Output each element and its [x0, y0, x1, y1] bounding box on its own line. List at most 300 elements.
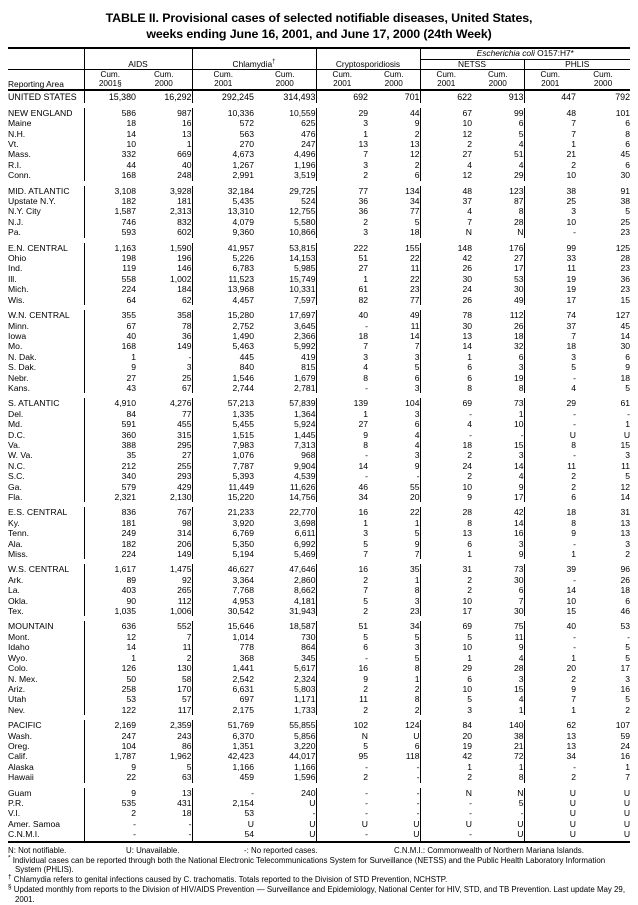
row-reporting-area: W.S. CENTRAL — [8, 564, 70, 575]
row-reporting-area: Pa. — [8, 227, 21, 238]
header-chlamydia-cum-2000 — [254, 70, 316, 90]
table-row — [8, 196, 630, 206]
cum-label: Cum. — [153, 70, 174, 80]
cell-chlamydia-cum-2000: 31,943 — [289, 606, 316, 617]
table-row — [8, 321, 630, 331]
cell-phlis-cum-2000: 24 — [620, 740, 631, 751]
cell-phlis-cum-2000: 15 — [620, 439, 631, 450]
cell-aids-cum-2000: 36 — [181, 330, 192, 341]
year-label: 2001 — [214, 79, 233, 89]
cell-chlamydia-cum-2000: 5,924 — [293, 419, 316, 430]
cell-netss-cum-2001: 1 — [420, 762, 472, 772]
cell-netss-cum-2000: 6 — [518, 585, 524, 596]
cell-crypto-cum-2000: 3 — [414, 642, 420, 653]
cell-netss-cum-2000: - — [520, 429, 524, 440]
cell-phlis-cum-2001: 19 — [524, 284, 576, 294]
cell-crypto-cum-2000: 2 — [414, 704, 420, 715]
cell-crypto-cum-2001: 51 — [316, 621, 368, 631]
cell-crypto-cum-2001: 7 — [316, 585, 368, 595]
cell-chlamydia-cum-2000: 247 — [301, 139, 316, 149]
cell-netss-cum-2000: 18 — [513, 330, 524, 341]
cell-phlis-cum-2000: 6 — [625, 595, 631, 606]
table-row — [8, 585, 630, 595]
cell-phlis-cum-2001: 7 — [524, 694, 576, 704]
cell-crypto-cum-2001: 5 — [316, 539, 368, 549]
cell-crypto-cum-2001: 6 — [316, 642, 368, 652]
cell-netss-cum-2000: 14 — [513, 517, 524, 528]
cell-chlamydia-cum-2001: 4,953 — [192, 596, 254, 606]
cell-phlis-cum-2000: 45 — [620, 149, 631, 160]
cell-chlamydia-cum-2001: 1,267 — [192, 160, 254, 170]
cell-phlis-cum-2001: 10 — [524, 217, 576, 227]
cell-netss-cum-2000: - — [520, 808, 524, 819]
cell-aids-cum-2001: 1,163 — [84, 243, 136, 253]
cell-phlis-cum-2001: 1 — [524, 139, 576, 149]
cell-crypto-cum-2000: 13 — [409, 139, 420, 149]
cell-chlamydia-cum-2000: 2,324 — [293, 673, 316, 684]
cell-aids-cum-2000: 248 — [177, 170, 192, 181]
cell-crypto-cum-2001: 16 — [316, 564, 368, 574]
cell-phlis-cum-2001: - — [524, 642, 576, 652]
cell-chlamydia-cum-2001: 7,787 — [192, 461, 254, 471]
cell-netss-cum-2001: 3 — [420, 705, 472, 715]
cell-chlamydia-cum-2000: 864 — [301, 642, 316, 653]
table-row — [8, 694, 630, 704]
cell-phlis-cum-2000: 31 — [620, 507, 631, 518]
cell-netss-cum-2000: 1 — [518, 408, 524, 419]
cell-netss-cum-2000: 29 — [513, 170, 524, 181]
cell-netss-cum-2001: 30 — [420, 274, 472, 284]
cell-aids-cum-2001: 586 — [84, 108, 136, 118]
cell-chlamydia-cum-2000: - — [312, 808, 316, 819]
cell-chlamydia-cum-2001: 53 — [192, 808, 254, 818]
cell-phlis-cum-2001: 10 — [524, 170, 576, 180]
cell-crypto-cum-2000: 5 — [414, 362, 420, 373]
footnote-symbol: § — [8, 883, 12, 891]
cell-netss-cum-2000: 15 — [513, 439, 524, 450]
cell-chlamydia-cum-2000: 1,364 — [293, 408, 316, 419]
legend-row — [8, 846, 630, 856]
row-reporting-area: N. Dak. — [8, 351, 37, 362]
cell-netss-cum-2000: 38 — [513, 730, 524, 741]
header-aids-cum-2001 — [84, 70, 136, 90]
table-row — [8, 440, 630, 450]
cell-aids-cum-2001: 1,035 — [84, 606, 136, 616]
cell-aids-cum-2000: 16,292 — [136, 90, 192, 103]
footnote-asterisk — [8, 853, 630, 876]
cell-netss-cum-2001: N — [420, 227, 472, 237]
row-reporting-area: Colo. — [8, 663, 29, 674]
cell-netss-cum-2001: 18 — [420, 440, 472, 450]
cell-chlamydia-cum-2000: 1,733 — [293, 704, 316, 715]
cell-aids-cum-2000: 987 — [177, 107, 192, 118]
cell-aids-cum-2001: 558 — [84, 274, 136, 284]
cell-netss-cum-2001: 1 — [420, 352, 472, 362]
cell-crypto-cum-2000: 11 — [410, 263, 420, 274]
cell-crypto-cum-2001: 11 — [316, 694, 368, 704]
cell-aids-cum-2001: 181 — [84, 518, 136, 528]
cell-crypto-cum-2001: 95 — [316, 751, 368, 761]
cell-aids-cum-2001: 1 — [84, 653, 136, 663]
cell-chlamydia-cum-2001: 10,336 — [192, 108, 254, 118]
cell-aids-cum-2000: 18 — [181, 808, 192, 819]
cell-chlamydia-cum-2000: 5,580 — [293, 216, 316, 227]
cell-chlamydia-cum-2001: 1,515 — [192, 430, 254, 440]
cell-phlis-cum-2001: U — [524, 808, 576, 818]
cell-netss-cum-2000: 15 — [513, 683, 524, 694]
cell-netss-cum-2001: - — [420, 409, 472, 419]
cell-crypto-cum-2001: - — [316, 798, 368, 808]
cell-netss-cum-2001: 30 — [420, 321, 472, 331]
cell-netss-cum-2000: 123 — [509, 185, 524, 196]
cell-aids-cum-2000: 57 — [181, 694, 192, 705]
header-netss-label: NETSS — [458, 58, 486, 69]
cell-aids-cum-2001: 64 — [84, 295, 136, 305]
table-row — [8, 217, 630, 227]
header-phlis-cum-2000 — [576, 70, 630, 90]
cell-netss-cum-2000: 99 — [513, 107, 524, 118]
cell-phlis-cum-2001: 1 — [524, 653, 576, 663]
cell-aids-cum-2000: 295 — [177, 439, 192, 450]
cell-aids-cum-2000: 149 — [177, 549, 192, 560]
cell-crypto-cum-2000: - — [416, 772, 420, 783]
cell-chlamydia-cum-2001: 5,463 — [192, 341, 254, 351]
cell-aids-cum-2001: 198 — [84, 253, 136, 263]
cell-chlamydia-cum-2001: 270 — [192, 139, 254, 149]
cell-aids-cum-2001: 2,321 — [84, 492, 136, 502]
cell-crypto-cum-2000: U — [368, 829, 420, 841]
cell-netss-cum-2001: 29 — [420, 663, 472, 673]
cell-crypto-cum-2001: - — [316, 321, 368, 331]
cell-netss-cum-2001: 17 — [420, 606, 472, 616]
cell-chlamydia-cum-2001: 5,350 — [192, 539, 254, 549]
row-reporting-area: Mass. — [8, 149, 31, 160]
cell-aids-cum-2000: 92 — [181, 574, 192, 585]
table-row — [8, 263, 630, 273]
cell-phlis-cum-2000: - — [627, 631, 631, 642]
cell-crypto-cum-2001: 14 — [316, 461, 368, 471]
cell-aids-cum-2000: 149 — [177, 341, 192, 352]
cell-chlamydia-cum-2001: 15,280 — [192, 310, 254, 320]
header-group-netss — [420, 59, 524, 70]
cell-crypto-cum-2000: 5 — [414, 631, 420, 642]
cell-chlamydia-cum-2000: 815 — [301, 362, 316, 373]
cell-crypto-cum-2001: - — [316, 808, 368, 818]
row-reporting-area: Iowa — [8, 330, 27, 341]
cell-netss-cum-2000: 72 — [513, 751, 524, 762]
cell-phlis-cum-2000: 6 — [625, 159, 631, 170]
cell-crypto-cum-2000: 20 — [409, 492, 420, 502]
row-reporting-area: MOUNTAIN — [8, 621, 54, 632]
cell-chlamydia-cum-2001: 51,769 — [192, 720, 254, 730]
cell-phlis-cum-2001: U — [524, 430, 576, 440]
cell-chlamydia-cum-2001: 6,370 — [192, 731, 254, 741]
cell-phlis-cum-2000: 2 — [625, 549, 631, 560]
cell-aids-cum-2001: 14 — [84, 642, 136, 652]
cell-crypto-cum-2001: 16 — [316, 663, 368, 673]
row-reporting-area: Okla. — [8, 595, 29, 606]
cell-aids-cum-2001: 50 — [84, 674, 136, 684]
table-row — [8, 243, 630, 253]
row-reporting-area: Mo. — [8, 341, 23, 352]
row-reporting-area: Guam — [8, 787, 32, 798]
cum-label: Cum. — [436, 70, 457, 80]
cell-chlamydia-cum-2000: 3,645 — [293, 320, 316, 331]
table-row — [8, 284, 630, 294]
cell-phlis-cum-2001: 1 — [524, 705, 576, 715]
cell-phlis-cum-2001: - — [524, 762, 576, 772]
cell-phlis-cum-2000: 5 — [625, 206, 631, 217]
cell-chlamydia-cum-2000: 345 — [301, 652, 316, 663]
cell-netss-cum-2001: U — [420, 819, 472, 829]
cell-chlamydia-cum-2001: 5,194 — [192, 549, 254, 559]
cell-crypto-cum-2001: 36 — [316, 196, 368, 206]
row-reporting-area: E.N. CENTRAL — [8, 242, 68, 253]
row-reporting-area: Ohio — [8, 253, 27, 264]
cell-netss-cum-2000: 3 — [518, 362, 524, 373]
cell-aids-cum-2001: 591 — [84, 419, 136, 429]
cell-crypto-cum-2000: 8 — [414, 694, 420, 705]
cell-crypto-cum-2000: 104 — [405, 398, 420, 409]
cell-chlamydia-cum-2001: 368 — [192, 653, 254, 663]
cell-crypto-cum-2001: 2 — [316, 705, 368, 715]
row-reporting-area: Md. — [8, 419, 23, 430]
cell-aids-cum-2001: 22 — [84, 772, 136, 782]
cell-phlis-cum-2001: U — [524, 829, 576, 841]
cell-chlamydia-cum-2001: 1,351 — [192, 741, 254, 751]
table-row — [8, 362, 630, 372]
cell-crypto-cum-2000: 11 — [410, 320, 420, 331]
cell-crypto-cum-2001: - — [316, 762, 368, 772]
cell-aids-cum-2001: - — [84, 819, 136, 829]
table-row — [8, 564, 630, 574]
cell-phlis-cum-2001: - — [524, 632, 576, 642]
cell-chlamydia-cum-2000: 17,697 — [289, 310, 316, 321]
table-row — [8, 720, 630, 730]
cell-crypto-cum-2001: 9 — [316, 674, 368, 684]
cell-netss-cum-2000: N — [517, 787, 524, 798]
cell-phlis-cum-2001: 33 — [524, 253, 576, 263]
row-reporting-area: Mont. — [8, 631, 30, 642]
footnote-section — [8, 885, 630, 905]
table-row — [8, 206, 630, 216]
cell-chlamydia-cum-2000: 7,313 — [293, 439, 316, 450]
cell-chlamydia-cum-2001: 1,076 — [192, 450, 254, 460]
row-reporting-area: UNITED STATES — [8, 90, 84, 103]
cell-netss-cum-2000: 28 — [513, 663, 524, 674]
cell-aids-cum-2000: 62 — [181, 294, 192, 305]
cell-netss-cum-2000: 19 — [513, 372, 524, 383]
footnote-text: Updated monthly from reports to the Division of HIV/AIDS Prevention — Surveillance and Epidemiology, National Center for HIV, STD, and TB Prevention. Last update May 29, 2001. — [13, 885, 626, 905]
cell-aids-cum-2000: 429 — [177, 481, 192, 492]
cell-phlis-cum-2001: 4 — [524, 383, 576, 393]
cell-netss-cum-2000: 26 — [513, 320, 524, 331]
cell-netss-cum-2001: - — [420, 430, 472, 440]
cell-crypto-cum-2000: 6 — [414, 170, 420, 181]
table-row — [8, 227, 630, 237]
cell-chlamydia-cum-2001: 11,523 — [192, 274, 254, 284]
cell-aids-cum-2000: 130 — [177, 663, 192, 674]
cell-netss-cum-2001: 26 — [420, 263, 472, 273]
cell-chlamydia-cum-2001: 2,744 — [192, 383, 254, 393]
header-group-chlamydia — [192, 59, 316, 70]
cell-netss-cum-2001: 10 — [420, 642, 472, 652]
header-blank-2 — [8, 59, 84, 70]
table-row — [8, 253, 630, 263]
cell-aids-cum-2001: 27 — [84, 373, 136, 383]
cell-phlis-cum-2001: 17 — [524, 295, 576, 305]
cell-crypto-cum-2000: 6 — [414, 740, 420, 751]
cell-phlis-cum-2001: 25 — [524, 196, 576, 206]
table-row — [8, 471, 630, 481]
cell-phlis-cum-2000: 5 — [625, 652, 631, 663]
cell-crypto-cum-2000: 2 — [414, 128, 420, 139]
ecoli-genus-species: Escherichia coli — [476, 48, 535, 58]
cell-chlamydia-cum-2001: 6,631 — [192, 684, 254, 694]
cell-crypto-cum-2001: 692 — [316, 90, 368, 103]
cell-netss-cum-2001: 2 — [420, 772, 472, 782]
cell-crypto-cum-2001: 5 — [316, 632, 368, 642]
cell-phlis-cum-2001: 2 — [524, 772, 576, 782]
cell-phlis-cum-2000: 5 — [625, 642, 631, 653]
cell-netss-cum-2000: 11 — [514, 631, 524, 642]
cell-aids-cum-2000: 5 — [186, 761, 192, 772]
year-label: 2000 — [154, 79, 173, 89]
table-row — [8, 341, 630, 351]
cell-phlis-cum-2001: 7 — [524, 331, 576, 341]
table-row — [8, 539, 630, 549]
cell-netss-cum-2001: 27 — [420, 149, 472, 159]
cell-aids-cum-2000: 40 — [181, 159, 192, 170]
cell-netss-cum-2001: 10 — [420, 118, 472, 128]
cell-crypto-cum-2000: - — [416, 787, 420, 798]
row-reporting-area: N.H. — [8, 128, 26, 139]
row-reporting-area: Nev. — [8, 704, 26, 715]
cell-phlis-cum-2000: 792 — [576, 90, 630, 103]
cell-aids-cum-2001: 14 — [84, 129, 136, 139]
cell-netss-cum-2001: N — [420, 788, 472, 798]
cell-crypto-cum-2000: 8 — [414, 585, 420, 596]
cell-crypto-cum-2000: 34 — [409, 196, 420, 207]
cell-chlamydia-cum-2000: 18,587 — [289, 621, 316, 632]
cell-crypto-cum-2000: 1 — [414, 673, 420, 684]
cell-crypto-cum-2001: 77 — [316, 186, 368, 196]
table-row — [8, 492, 630, 502]
cell-aids-cum-2000: 86 — [181, 740, 192, 751]
row-reporting-area: P.R. — [8, 797, 24, 808]
cell-netss-cum-2000: 913 — [472, 90, 524, 103]
cell-netss-cum-2001: 4 — [420, 206, 472, 216]
year-label: 2001 — [541, 79, 560, 89]
cell-phlis-cum-2000: 127 — [615, 310, 631, 321]
cell-aids-cum-2001: 388 — [84, 440, 136, 450]
table-row — [8, 398, 630, 408]
cell-chlamydia-cum-2001: 1,014 — [192, 632, 254, 642]
row-reporting-area: Mich. — [8, 284, 29, 295]
cell-aids-cum-2001: 258 — [84, 684, 136, 694]
cell-netss-cum-2000: 5 — [518, 797, 524, 808]
cell-phlis-cum-2000: 125 — [615, 242, 631, 253]
row-reporting-area: Idaho — [8, 642, 30, 653]
cell-chlamydia-cum-2000: 2,860 — [293, 574, 316, 585]
cell-aids-cum-2000: 1,590 — [169, 242, 192, 253]
row-reporting-area: N. Mex. — [8, 673, 38, 684]
cell-phlis-cum-2001: 39 — [524, 564, 576, 574]
cum-label: Cum. — [274, 70, 295, 80]
header-phlis-cum-2001 — [524, 70, 576, 90]
cell-crypto-cum-2001: 3 — [316, 528, 368, 538]
cell-crypto-cum-2000: 44 — [409, 107, 420, 118]
cell-aids-cum-2001: 360 — [84, 430, 136, 440]
header-group-crypto-label: Cryptosporidiosis — [335, 58, 401, 69]
cell-aids-cum-2000: 1,475 — [169, 564, 192, 575]
cell-netss-cum-2001: 24 — [420, 461, 472, 471]
table-row — [8, 409, 630, 419]
cell-aids-cum-2001: 4,910 — [84, 398, 136, 408]
table-row — [8, 596, 630, 606]
cell-phlis-cum-2000: 5 — [625, 694, 631, 705]
cell-aids-cum-2000: 146 — [177, 263, 192, 274]
table-row — [8, 632, 630, 642]
cell-phlis-cum-2001: 2 — [524, 160, 576, 170]
cell-aids-cum-2000: 293 — [177, 471, 192, 482]
cell-netss-cum-2001: 69 — [420, 621, 472, 631]
cell-crypto-cum-2000: 3 — [414, 595, 420, 606]
table-row — [8, 621, 630, 631]
table-row — [8, 762, 630, 772]
cell-netss-cum-2001: 78 — [420, 310, 472, 320]
cell-netss-cum-2001: 48 — [420, 186, 472, 196]
row-reporting-area: S. Dak. — [8, 362, 37, 373]
cell-crypto-cum-2001: - — [316, 653, 368, 663]
header-row-groups — [8, 59, 630, 70]
cell-chlamydia-cum-2001: 6,769 — [192, 528, 254, 538]
cell-netss-cum-2000: 16 — [513, 528, 524, 539]
cell-chlamydia-cum-2001: 13,968 — [192, 284, 254, 294]
cell-chlamydia-cum-2001: 2,175 — [192, 705, 254, 715]
table-row — [8, 705, 630, 715]
cell-phlis-cum-2001: - — [524, 227, 576, 237]
cell-phlis-cum-2001: 3 — [524, 206, 576, 216]
cell-crypto-cum-2001: 1 — [316, 409, 368, 419]
cell-chlamydia-cum-2000: 5,985 — [293, 263, 316, 274]
cell-phlis-cum-2001: 2 — [524, 674, 576, 684]
cell-chlamydia-cum-2000: 7,597 — [293, 294, 316, 305]
header-reporting-area-label: Reporting Area — [8, 78, 64, 89]
cell-phlis-cum-2001: 62 — [524, 720, 576, 730]
cell-netss-cum-2001: 622 — [420, 90, 472, 103]
cell-chlamydia-cum-2000: 22,770 — [289, 507, 316, 518]
cell-chlamydia-cum-2000: U — [309, 797, 316, 808]
cell-aids-cum-2000: 27 — [181, 450, 192, 461]
cell-aids-cum-2001: 593 — [84, 227, 136, 237]
cell-netss-cum-2000: 3 — [518, 538, 524, 549]
cell-phlis-cum-2000: 3 — [625, 538, 631, 549]
cell-netss-cum-2000: 17 — [513, 492, 524, 502]
cell-netss-cum-2000: 87 — [513, 196, 524, 207]
cell-phlis-cum-2000: 17 — [620, 663, 631, 674]
cell-crypto-cum-2000: 12 — [409, 149, 420, 160]
cell-phlis-cum-2001: 10 — [524, 596, 576, 606]
row-reporting-area: Hawaii — [8, 772, 34, 783]
cell-phlis-cum-2001: 2 — [524, 471, 576, 481]
header-chlamydia-footnote-marker: † — [272, 58, 276, 65]
table-row — [8, 274, 630, 284]
cell-chlamydia-cum-2000: 1,171 — [293, 694, 316, 705]
table-row — [8, 788, 630, 798]
cell-crypto-cum-2001: 27 — [316, 419, 368, 429]
table-body — [8, 90, 630, 842]
